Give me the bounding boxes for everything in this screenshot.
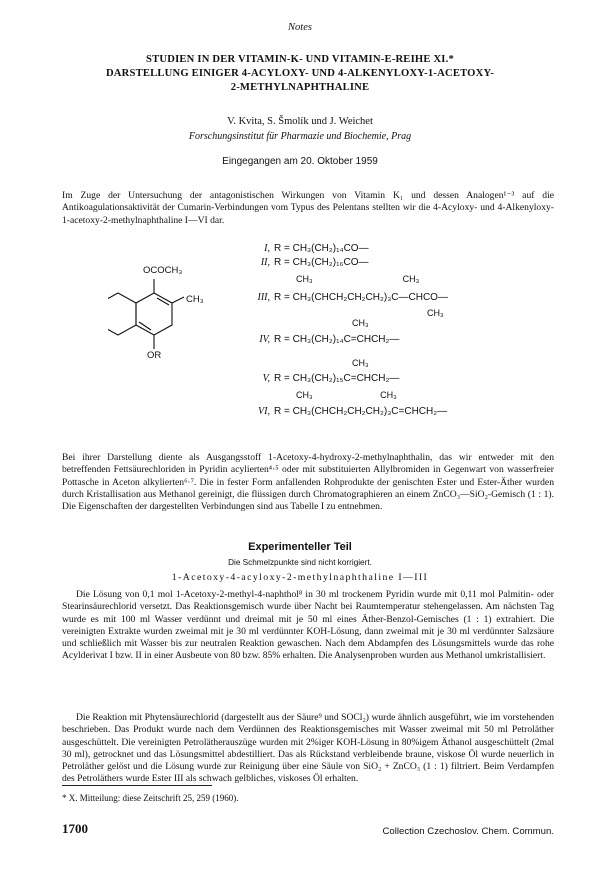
formula-IV-above: CH₃ — [352, 318, 369, 328]
formula-VI: VI, R = CH₃(CHCH₂CH₂CH₂)₃C=CHCH₂— — [258, 406, 448, 417]
procedure-paragraph-2: Die Reaktion mit Phytensäurechlorid (dargestellt aus der Säure⁹ und SOCl₂) wurde ähnlich ausgeführt, wie im vorstehenden beschrieben. Das Produkt wurde nach dem Verdünnen des Reaktionsgemisches mit Wasser zweimal mit 50 ml Petroläther ausgeschüttelt. Die vereinigten Petrolätherauszüge wurden mit 2%iger KOH-Lösung in 80%igem Äthanol ausgeschüttelt (2mal 30 ml), getrocknet und das Lösungsmittel abdestilliert. Das als Rückstand verbleibende braune, viskose Öl wurde neuerlich in Petroläther gelöst und die Lösung wurde zur Reinigung über eine Säule von SiO₂ + ZnCO₃ (1 : 1) filtriert. Beim Verdampfen des Petroläthers wurde Ester III als schwach gelbliches, viskoses Öl erhalten. — [62, 712, 554, 785]
footnote: * X. Mitteilung: diese Zeitschrift 25, 259 (1960). — [62, 793, 239, 803]
naphthalene-structure — [108, 275, 228, 375]
title-line-3: 2-METHYLNAPHTHALINE — [230, 82, 370, 93]
bottom-group: OR — [147, 350, 162, 361]
title-line-1: STUDIEN IN DER VITAMIN-K- UND VITAMIN-E-REIHE XI.* — [146, 54, 454, 65]
journal-name: Collection Czechoslov. Chem. Commun. — [382, 826, 554, 837]
received-date: Eingegangen am 20. Oktober 1959 — [222, 156, 378, 167]
formula-IV: IV, R = CH₃(CH₂)₁₄C=CHCH₂— — [259, 334, 400, 345]
formula-III: III, R = CH₃(CHCH₂CH₂CH₂)₃C—CHCO— — [257, 292, 448, 303]
preparation-paragraph: Bei ihrer Darstellung diente als Ausgangsstoff 1-Acetoxy-4-hydroxy-2-methylnaphthalin, das wir entweder mit den betreffenden Fettsäurechloriden in Pyridin acylierten⁴·⁵ oder mit substituierten Allylbromiden in Gegenwart von wasserfreier Pottasche in Aceton alkylierten⁶·⁷. Die in fester Form anfallenden Rohprodukte der genischten Ester und Ester-Äther wurden durch Kristallisation aus Methanol gereinigt, die flüssigen durch Chromatographieren an einem ZnCO₃—SiO₂-Gemisch (1 : 1). Die Eigenschaften der dargestellten Verbindungen sind aus Tabelle I zu entnehmen. — [62, 452, 554, 513]
formula-VI-above: CH₃ CH₃ — [296, 390, 397, 400]
formula-I: I, R = CH₃(CH₂)₁₄CO— — [264, 243, 369, 254]
ring-left — [108, 293, 136, 335]
formula-V: V, R = CH₃(CH₂)₁₅C=CHCH₂— — [262, 373, 400, 384]
section-heading: Experimenteller Teil — [248, 541, 352, 553]
subsection-heading: 1-Acetoxy-4-acyloxy-2-methylnaphthaline I—III — [171, 572, 429, 583]
footnote-rule — [62, 785, 212, 786]
authors: V. Kvita, S. Šmolík und J. Weichet — [227, 116, 373, 127]
page-number: 1700 — [62, 821, 88, 836]
top-group: OCOCH₃ — [143, 265, 183, 276]
side-group: CH₃ — [186, 294, 204, 305]
running-head: Notes — [288, 22, 312, 33]
formula-V-above: CH₃ — [352, 358, 369, 368]
formula-II: II, R = CH₃(CH₂)₁₆CO— — [260, 257, 369, 268]
procedure-paragraph-1: Die Lösung von 0,1 mol 1-Acetoxy-2-methyl-4-naphthol⁸ in 30 ml trockenem Pyridin wurde mit 0,11 mol Palmitin- oder Stearinsäurechlorid versetzt. Das Reaktionsgemisch wurde über Nacht bei Raumtemperatur stehengelassen. Am nächsten Tag wurde es mit 100 ml Wasser verdünnt und dreimal mit je 50 ml eines Äther-Benzol-Gemisches (1 : 1) extrahiert. Die vereinigten Extrakte wurden zweimal mit je 30 ml verdünnter KOH-Lösung, dann zweimal mit je 30 ml verdünnter Salzsäure und schließlich mit Wasser bis zur neutralen Reaktion gewaschen. Nach dem Abdampfen des Lösungsmittels wurde das rohe Acylderivat I bzw. II in einer Ausbeute von 80 bzw. 85% erhalten. Die Analysenproben wurden aus Methanol umkristallisiert. — [62, 589, 554, 662]
intro-paragraph: Im Zuge der Untersuchung der antagonistischen Wirkungen von Vitamin K₁ und dessen Analogen¹⁻³ auf die Antikoagulationsaktivität der Cumarin-Verbindungen vom Typus des Pelentans stellten wir die 4-Acyloxy- und 4-Alkenyloxy-1-acetoxy-2-methylnaphthaline I—VI dar. — [62, 190, 554, 226]
institute: Forschungsinstitut für Pharmazie und Biochemie, Prag — [188, 131, 412, 142]
ring-right — [136, 293, 172, 335]
melting-point-note: Die Schmelzpunkte sind nicht korrigiert. — [228, 558, 372, 567]
title-line-2: DARSTELLUNG EINIGER 4-ACYLOXY- UND 4-ALKENYLOXY-1-ACETOXY- — [105, 68, 495, 79]
formula-III-below: CH₃ — [427, 308, 444, 318]
formula-III-above: CH₃ CH₃ — [296, 274, 420, 284]
